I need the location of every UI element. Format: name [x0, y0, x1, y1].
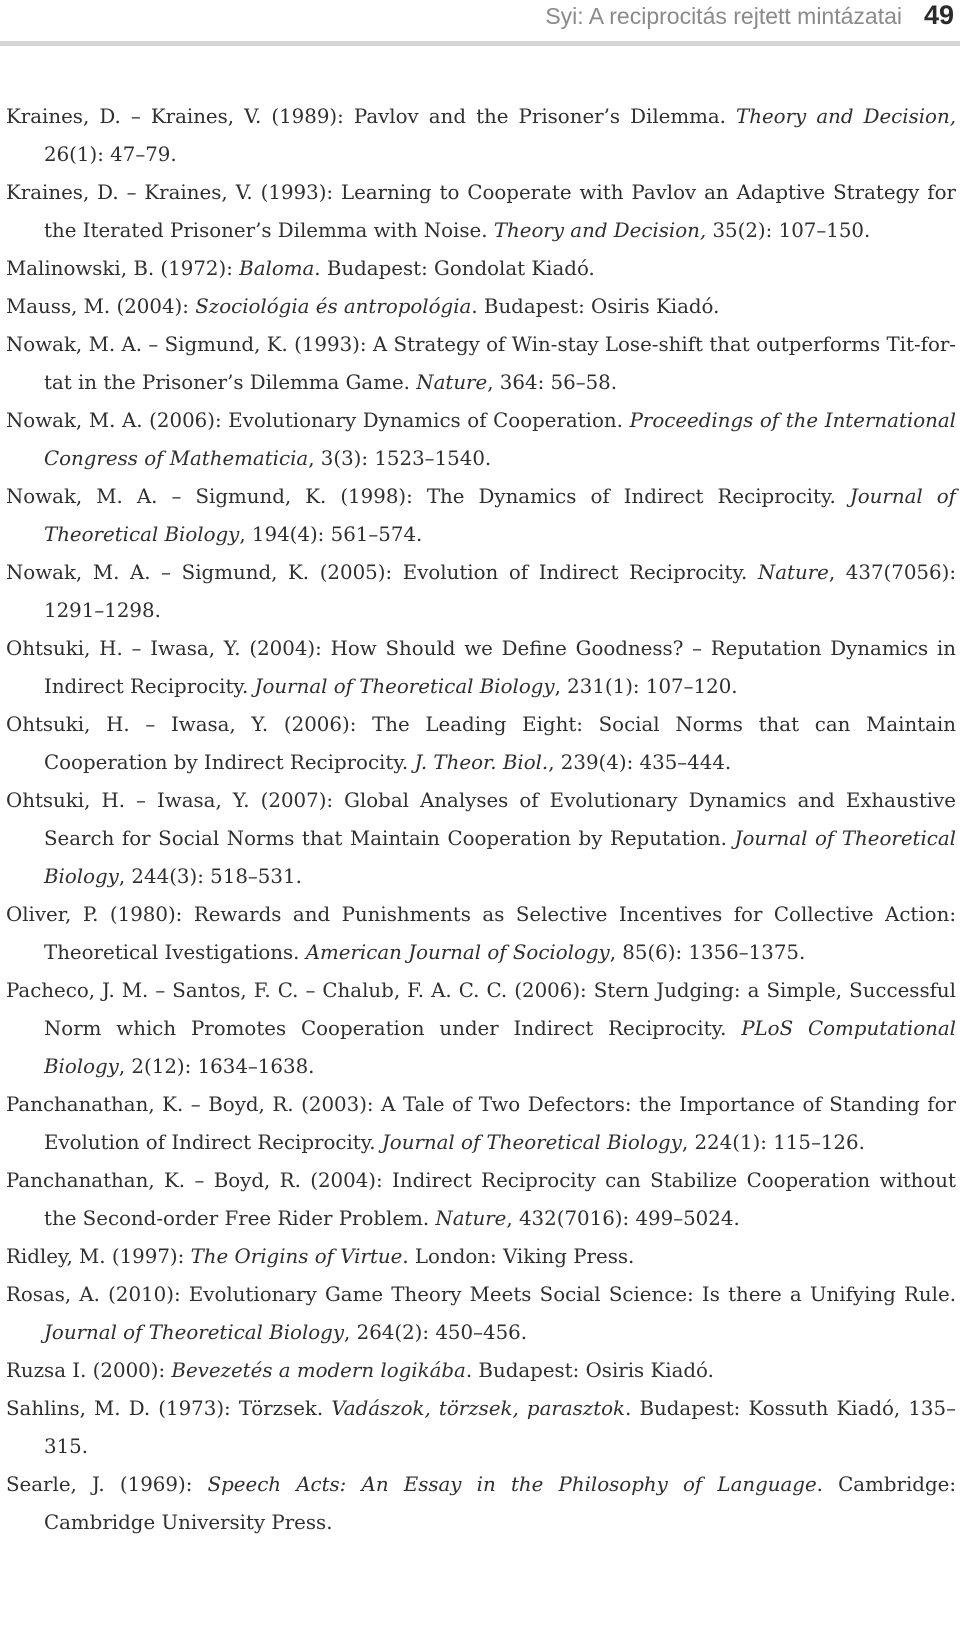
reference-text: Malinowski, B. (1972): [6, 257, 240, 280]
reference-text: Ruzsa I. (2000): [6, 1359, 172, 1382]
reference-entry [6, 1276, 956, 1352]
reference-details: , 3(3): 1523–1540. [308, 447, 492, 470]
reference-entry [6, 706, 956, 782]
reference-text: Ohtsuki, H. – Iwasa, Y. (2004): How Should we Define Goodness? – Reputation Dynamics in Indirect Reciprocity. [6, 637, 956, 698]
reference-source: Theory and Decision, [736, 105, 956, 128]
reference-details: 35(2): 107–150. [706, 219, 871, 242]
reference-entry [6, 478, 956, 554]
reference-source: Nature [416, 371, 488, 394]
reference-text: Searle, J. (1969): [6, 1473, 208, 1496]
reference-details: , 85(6): 1356–1375. [609, 941, 806, 964]
reference-entry [6, 288, 956, 326]
reference-source: Journal of Theoretical Biology [44, 827, 957, 888]
reference-text: Sahlins, M. D. (1973): Törzsek. [6, 1397, 332, 1420]
reference-text: Nowak, M. A. (2006): Evolutionary Dynamics of Cooperation. [6, 409, 630, 432]
reference-source: Szociológia és antropológia [195, 295, 472, 318]
reference-details: , 244(3): 518–531. [118, 865, 302, 888]
reference-entry [6, 782, 956, 896]
reference-details: , 224(1): 115–126. [681, 1131, 865, 1154]
reference-details: , 432(7016): 499–5024. [506, 1207, 740, 1230]
running-title: Syi: A reciprocitás rejtett mintázatai [545, 3, 902, 29]
reference-details: . Budapest: Osiris Kiadó. [465, 1359, 714, 1382]
reference-source: Nature [757, 561, 829, 584]
reference-text: Kraines, D. – Kraines, V. (1993): Learning to Cooperate with Pavlov an Adaptive Strategy for the Iterated Prisoner’s Dilemma with Noise. [6, 181, 956, 242]
reference-text: Oliver, P. (1980): Rewards and Punishments as Selective Incentives for Collective Action: Theoretical Ivestigations. [6, 903, 956, 964]
reference-source: Journal of Theoretical Biology [44, 1321, 345, 1344]
reference-text: Mauss, M. (2004): [6, 295, 196, 318]
reference-entry [6, 1238, 956, 1276]
reference-details: . Budapest: Osiris Kiadó. [471, 295, 720, 318]
reference-details: . London: Viking Press. [402, 1245, 635, 1268]
reference-source: PLoS Computational Biology [44, 1017, 957, 1078]
reference-entry [6, 402, 956, 478]
reference-entry [6, 1390, 956, 1466]
header-rule [0, 41, 960, 46]
reference-entry [6, 250, 956, 288]
reference-source: American Journal of Sociology [305, 941, 610, 964]
reference-details: 26(1): 47–79. [44, 143, 177, 166]
reference-details: , 2(12): 1634–1638. [118, 1055, 315, 1078]
page-number: 49 [923, 0, 954, 30]
reference-details: , 231(1): 107–120. [554, 675, 738, 698]
reference-source: Bevezetés a modern logikába [171, 1359, 466, 1382]
reference-source: Journal of Theoretical Biology [254, 675, 555, 698]
reference-details: , 264(2): 450–456. [344, 1321, 528, 1344]
reference-entry [6, 1162, 956, 1238]
reference-entry [6, 554, 956, 630]
reference-entry [6, 1466, 956, 1542]
reference-details: . Cambridge: Cambridge University Press. [44, 1473, 956, 1534]
reference-list [6, 98, 956, 1542]
reference-text: Nowak, M. A. – Sigmund, K. (2005): Evolution of Indirect Reciprocity. [6, 561, 758, 584]
reference-text: Ohtsuki, H. – Iwasa, Y. (2006): The Leading Eight: Social Norms that can Maintain Cooperation by Indirect Reciprocity. [6, 713, 956, 774]
reference-entry [6, 630, 956, 706]
reference-source: Speech Acts: An Essay in the Philosophy of Language [207, 1473, 817, 1496]
reference-entry [6, 1086, 956, 1162]
reference-entry [6, 174, 956, 250]
reference-details: , 364: 56–58. [487, 371, 618, 394]
reference-entry [6, 98, 956, 174]
reference-source: Journal of Theoretical Biology [381, 1131, 682, 1154]
reference-text: Ridley, M. (1997): [6, 1245, 191, 1268]
reference-details: . Budapest: Kossuth Kiadó, 135–315. [44, 1397, 956, 1458]
reference-source: The Origins of Virtue [190, 1245, 403, 1268]
reference-entry [6, 896, 956, 972]
reference-source: Vadászok, törzsek, parasztok [331, 1397, 626, 1420]
reference-text: Kraines, D. – Kraines, V. (1989): Pavlov and the Prisoner’s Dilemma. [6, 105, 737, 128]
reference-source: Journal of Theoretical Biology [44, 485, 956, 546]
reference-source: Theory and Decision, [493, 219, 707, 242]
reference-text: Panchanathan, K. – Boyd, R. (2003): A Tale of Two Defectors: the Importance of Standing for Evolution of Indirect Reciprocity. [6, 1093, 956, 1154]
reference-details: , 194(4): 561–574. [239, 523, 423, 546]
page-header [0, 0, 960, 46]
reference-source: Nature [435, 1207, 507, 1230]
reference-text: Nowak, M. A. – Sigmund, K. (1993): A Strategy of Win-stay Lose-shift that outperforms Tit-for-tat in the Prisoner’s Dilemma Game. [6, 333, 956, 394]
reference-source: J. Theor. Biol. [414, 751, 549, 774]
reference-text: Pacheco, J. M. – Santos, F. C. – Chalub, F. A. C. C. (2006): Stern Judging: a Simple, Successful Norm which Promotes Cooperation under Indirect Reciprocity. [6, 979, 956, 1040]
reference-entry [6, 326, 956, 402]
reference-details: , 239(4): 435–444. [548, 751, 732, 774]
reference-text: Panchanathan, K. – Boyd, R. (2004): Indirect Reciprocity can Stabilize Cooperation without the Second-order Free Rider Problem. [6, 1169, 956, 1230]
reference-entry [6, 1352, 956, 1390]
reference-details: . Budapest: Gondolat Kiadó. [314, 257, 595, 280]
reference-text: Rosas, A. (2010): Evolutionary Game Theory Meets Social Science: Is there a Unifying Rule. [6, 1283, 956, 1306]
reference-details: , 437(7056): 1291–1298. [44, 561, 956, 622]
reference-source: Proceedings of the International Congress of Mathematicia [44, 409, 956, 470]
reference-entry [6, 972, 956, 1086]
reference-text: Nowak, M. A. – Sigmund, K. (1998): The Dynamics of Indirect Reciprocity. [6, 485, 850, 508]
reference-text: Ohtsuki, H. – Iwasa, Y. (2007): Global Analyses of Evolutionary Dynamics and Exhaustive Search for Social Norms that Maintain Cooperation by Reputation. [6, 789, 956, 850]
reference-source: Baloma [239, 257, 315, 280]
